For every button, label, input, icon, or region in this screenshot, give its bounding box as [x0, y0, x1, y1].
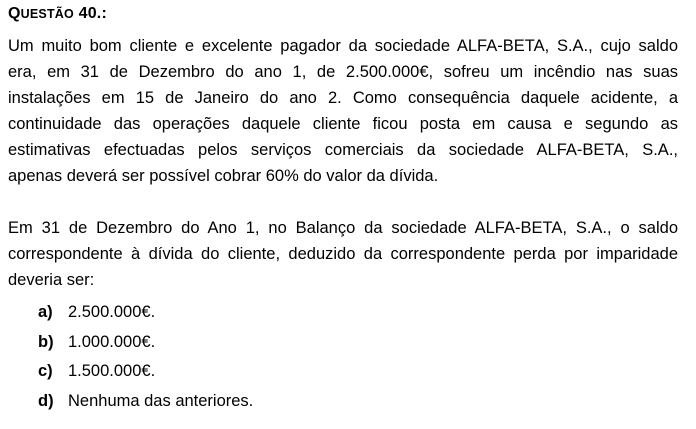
statement-line: instalações em 15 de Janeiro do ano 2. Como consequência daquele acidente, a [8, 89, 678, 107]
option-b[interactable] [38, 333, 253, 363]
statement-line: apenas deverá ser possível cobrar 60% do valor da dívida. [8, 167, 439, 185]
statement-line: continuidade das operações daquele cliente ficou posta em causa e segundo as [8, 115, 678, 133]
option-d[interactable] [38, 392, 253, 422]
option-letter: d) [38, 391, 54, 410]
option-c[interactable] [38, 362, 253, 392]
option-letter: a) [38, 303, 53, 321]
question-statement [8, 33, 678, 189]
option-text: 2.500.000€. [68, 303, 156, 321]
option-text: 1.500.000€. [68, 362, 156, 380]
option-letter: b) [38, 332, 54, 351]
option-letter: c) [38, 362, 53, 380]
question-prompt [8, 215, 678, 293]
statement-line: era, em 31 de Dezembro do ano 1, de 2.500.000€, sofreu um incêndio nas suas [8, 63, 678, 81]
statement-line: estimativas efectuadas pelos serviços comerciais da sociedade ALFA-BETA, S.A., [8, 141, 678, 159]
option-text: Nenhuma das anteriores. [68, 391, 254, 410]
prompt-line: deveria ser: [8, 271, 95, 289]
option-a[interactable] [38, 303, 253, 333]
statement-line: Um muito bom cliente e excelente pagador da sociedade ALFA-BETA, S.A., cujo saldo [8, 37, 678, 55]
prompt-line: Em 31 de Dezembro do Ano 1, no Balanço da sociedade ALFA-BETA, S.A., o saldo [8, 219, 678, 237]
option-text: 1.000.000€. [68, 332, 156, 351]
answer-options [38, 303, 253, 421]
question-number: 40.: [78, 5, 107, 22]
question-label-initial: Q [8, 5, 21, 22]
question-title [8, 5, 107, 23]
question-label-rest: UESTÃO [20, 7, 74, 21]
prompt-line: correspondente à dívida do cliente, deduzido da correspondente perda por imparidade [8, 245, 678, 263]
